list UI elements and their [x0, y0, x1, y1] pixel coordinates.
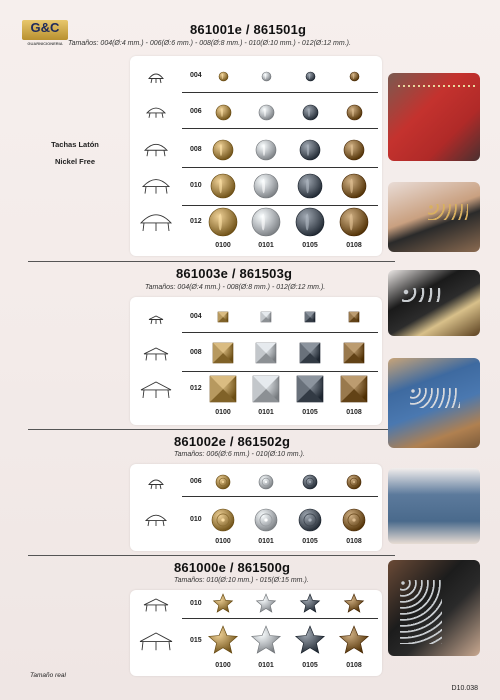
size-label: 006 [190, 108, 202, 115]
finish-code-label: 0101 [258, 662, 274, 669]
stud-008-0108 [342, 138, 366, 167]
material-label [30, 140, 120, 166]
studded-jacket-photo [388, 560, 480, 656]
stud-010-0100 [210, 507, 236, 538]
section-title: 861000e / 861500g [174, 560, 291, 575]
stud-profile-012 [139, 213, 173, 238]
stud-008-0100 [211, 341, 235, 370]
section-divider [28, 429, 395, 430]
section-divider [28, 555, 395, 556]
finish-code-label: 0101 [258, 538, 274, 545]
brand-logo [22, 20, 68, 46]
stud-008-0105 [298, 138, 322, 167]
size-label: 006 [190, 478, 202, 485]
size-label: 015 [190, 637, 202, 644]
size-label: 010 [190, 182, 202, 189]
stud-015-0105 [293, 624, 327, 663]
stud-profile-010 [141, 178, 171, 201]
stud-006-0100 [214, 473, 232, 496]
stud-012-0105 [295, 374, 325, 409]
stud-004-0101 [260, 70, 273, 88]
page-code: D10.038 [451, 685, 478, 692]
section-subtitle: Tamaños: 004(Ø:4 mm.) - 008(Ø:8 mm.) - 012(Ø:12 mm.). [145, 284, 326, 291]
size-label: 012 [190, 385, 202, 392]
stud-006-0105 [301, 473, 319, 496]
row-separator [182, 167, 378, 168]
logo-subtext: GUARNICIONERIA [27, 41, 63, 46]
stud-010-0105 [298, 592, 322, 621]
finish-code-label: 0101 [258, 242, 274, 249]
finish-code-label: 0108 [346, 242, 362, 249]
stud-012-0100 [207, 206, 239, 243]
stud-004-0108 [348, 70, 361, 88]
size-label: 004 [190, 72, 202, 79]
row-separator [182, 618, 378, 619]
stud-006-0108 [345, 103, 364, 127]
row-separator [182, 371, 378, 372]
red-clutch-photo [388, 73, 480, 161]
section-subtitle: Tamaños: 010(Ø:10 mm.) - 015(Ø:15 mm.). [174, 577, 309, 584]
material-label-line2: Nickel Free [54, 157, 96, 166]
studded-bracelets-photo [388, 270, 480, 336]
stud-012-0108 [339, 374, 369, 409]
stud-profile-010 [144, 514, 168, 533]
stud-profile-008 [143, 143, 169, 163]
stud-010-0105 [297, 507, 323, 538]
stud-008-0105 [298, 341, 322, 370]
size-label: 008 [190, 349, 202, 356]
stud-010-0101 [254, 592, 278, 621]
size-label: 004 [190, 313, 202, 320]
stud-profile-004 [147, 72, 165, 90]
real-size-note: Tamaño real [30, 672, 66, 679]
size-label: 010 [190, 600, 202, 607]
stud-015-0108 [337, 624, 371, 663]
stud-008-0101 [254, 341, 278, 370]
row-separator [182, 128, 378, 129]
stud-008-0101 [254, 138, 278, 167]
stud-004-0105 [303, 310, 317, 329]
stud-006-0108 [345, 473, 363, 496]
stud-010-0108 [342, 592, 366, 621]
stud-profile-010 [142, 597, 170, 618]
stud-012-0105 [294, 206, 326, 243]
stud-012-0101 [251, 374, 281, 409]
stud-012-0100 [208, 374, 238, 409]
finish-code-label: 0108 [346, 409, 362, 416]
denim-shorts-photo [388, 468, 480, 544]
size-label: 010 [190, 516, 202, 523]
stud-004-0101 [259, 310, 273, 329]
denim-collar-photo [388, 358, 480, 448]
stud-015-0100 [206, 624, 240, 663]
stud-010-0101 [252, 172, 280, 205]
row-separator [182, 332, 378, 333]
size-label: 008 [190, 146, 202, 153]
stud-010-0105 [296, 172, 324, 205]
section-divider [28, 261, 395, 262]
product-panel-861001 [130, 56, 382, 256]
studded-shoe-photo [388, 182, 480, 252]
stud-008-0100 [211, 138, 235, 167]
finish-code-label: 0108 [346, 538, 362, 545]
stud-010-0108 [341, 507, 367, 538]
stud-006-0100 [214, 103, 233, 127]
stud-012-0101 [250, 206, 282, 243]
material-label-line1: Tachas Latón [51, 140, 99, 149]
product-panel-861000 [130, 590, 382, 676]
row-separator [182, 92, 378, 93]
finish-code-label: 0105 [302, 538, 318, 545]
row-separator [182, 496, 378, 497]
section-subtitle: Tamaños: 006(Ø:6 mm.) - 010(Ø:10 mm.). [174, 451, 305, 458]
finish-code-label: 0100 [215, 538, 231, 545]
finish-code-label: 0105 [302, 242, 318, 249]
product-panel-861003 [130, 297, 382, 425]
finish-code-label: 0100 [215, 662, 231, 669]
stud-006-0101 [257, 473, 275, 496]
stud-006-0101 [257, 103, 276, 127]
stud-012-0108 [338, 206, 370, 243]
finish-code-label: 0108 [346, 662, 362, 669]
section-title: 861001e / 861501g [190, 22, 307, 37]
finish-code-label: 0100 [215, 409, 231, 416]
stud-008-0108 [342, 341, 366, 370]
stud-profile-012 [139, 380, 173, 405]
stud-015-0101 [249, 624, 283, 663]
stud-profile-006 [145, 107, 167, 125]
stud-004-0100 [217, 70, 230, 88]
size-label: 012 [190, 218, 202, 225]
stud-profile-008 [142, 346, 170, 367]
finish-code-label: 0105 [302, 662, 318, 669]
stud-006-0105 [301, 103, 320, 127]
product-panel-861002 [130, 464, 382, 551]
stud-010-0100 [211, 592, 235, 621]
finish-code-label: 0101 [258, 409, 274, 416]
finish-code-label: 0100 [215, 242, 231, 249]
stud-004-0105 [304, 70, 317, 88]
finish-code-label: 0105 [302, 409, 318, 416]
stud-004-0108 [347, 310, 361, 329]
stud-profile-006 [147, 478, 165, 496]
stud-010-0100 [209, 172, 237, 205]
stud-010-0108 [340, 172, 368, 205]
stud-004-0100 [216, 310, 230, 329]
stud-profile-015 [138, 631, 174, 657]
logo-text: G&C [30, 20, 60, 35]
section-subtitle: Tamaños: 004(Ø:4 mm.) - 006(Ø:6 mm.) - 008(Ø:8 mm.) - 010(Ø:10 mm.) - 012(Ø:12 mm.). [68, 40, 351, 47]
section-title: 861003e / 861503g [176, 266, 293, 281]
stud-010-0101 [253, 507, 279, 538]
section-title: 861002e / 861502g [174, 434, 291, 449]
stud-profile-004 [147, 313, 165, 331]
